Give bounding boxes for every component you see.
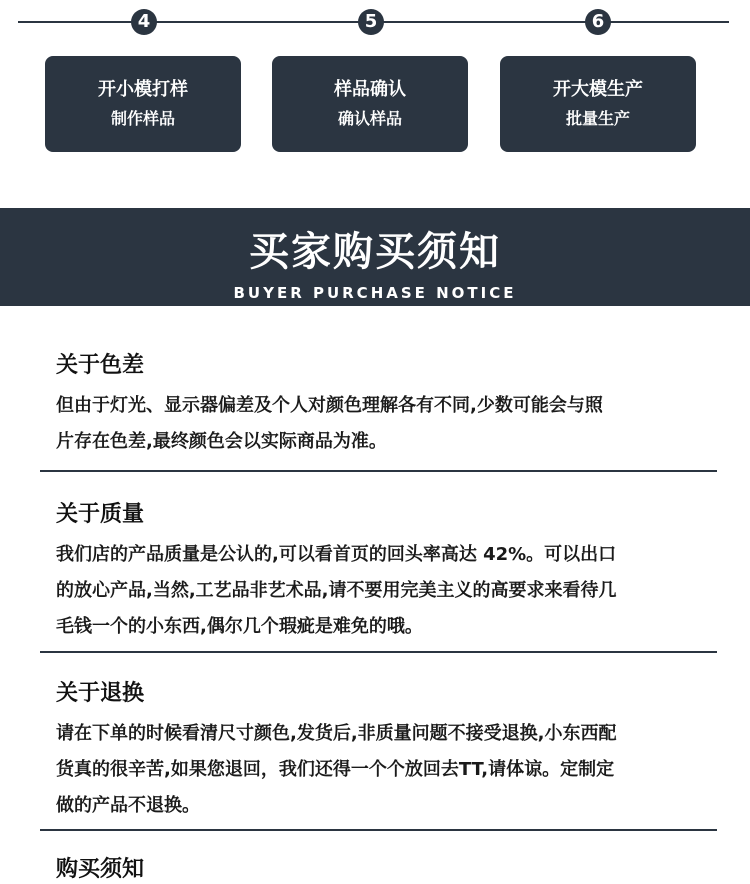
section-heading: 关于色差	[56, 353, 145, 378]
step-card-confirm	[272, 56, 468, 152]
section-line: 毛钱一个的小东西,偶尔几个瑕疵是难免的哦。	[56, 616, 423, 637]
step-subtitle: 确认样品	[337, 109, 402, 128]
section-purchase-notice	[0, 856, 750, 884]
banner-subtitle: BUYER PURCHASE NOTICE	[233, 284, 517, 302]
section-heading: 关于质量	[56, 502, 145, 527]
section-line: 请在下单的时候看清尺寸颜色,发货后,非质量问题不接受退换,小东西配	[56, 723, 617, 744]
section-quality	[0, 501, 750, 645]
step-number-6: 6	[585, 9, 611, 35]
section-divider	[40, 651, 717, 653]
section-returns	[0, 680, 750, 824]
section-line: 的放心产品,当然,工艺品非艺术品,请不要用完美主义的高要求来看待几	[56, 580, 617, 601]
section-color-difference	[0, 352, 750, 460]
step-card-production	[500, 56, 696, 152]
section-line: 但由于灯光、显示器偏差及个人对颜色理解各有不同,少数可能会与照	[56, 395, 603, 416]
section-heading: 购买须知	[56, 857, 145, 882]
section-heading: 关于退换	[56, 681, 145, 706]
notice-banner	[0, 208, 750, 306]
step-number-4: 4	[131, 9, 157, 35]
step-title: 开小模打样	[98, 79, 188, 100]
step-subtitle: 批量生产	[565, 109, 630, 128]
section-divider	[40, 470, 717, 472]
step-number-5: 5	[358, 9, 384, 35]
section-line: 货真的很辛苦,如果您退回，我们还得一个个放回去TT,请体谅。定制定	[56, 759, 615, 780]
step-card-sample	[45, 56, 241, 152]
step-title: 开大模生产	[553, 79, 643, 100]
section-line: 做的产品不退换。	[56, 795, 200, 816]
banner-title: 买家购买须知	[249, 229, 501, 275]
section-divider	[40, 829, 717, 831]
step-subtitle: 制作样品	[110, 109, 175, 128]
section-line: 片存在色差,最终颜色会以实际商品为准。	[56, 431, 387, 452]
process-steps	[0, 0, 750, 208]
section-line: 我们店的产品质量是公认的,可以看首页的回头率高达 42%。可以出口	[56, 544, 617, 565]
step-title: 样品确认	[334, 79, 406, 100]
